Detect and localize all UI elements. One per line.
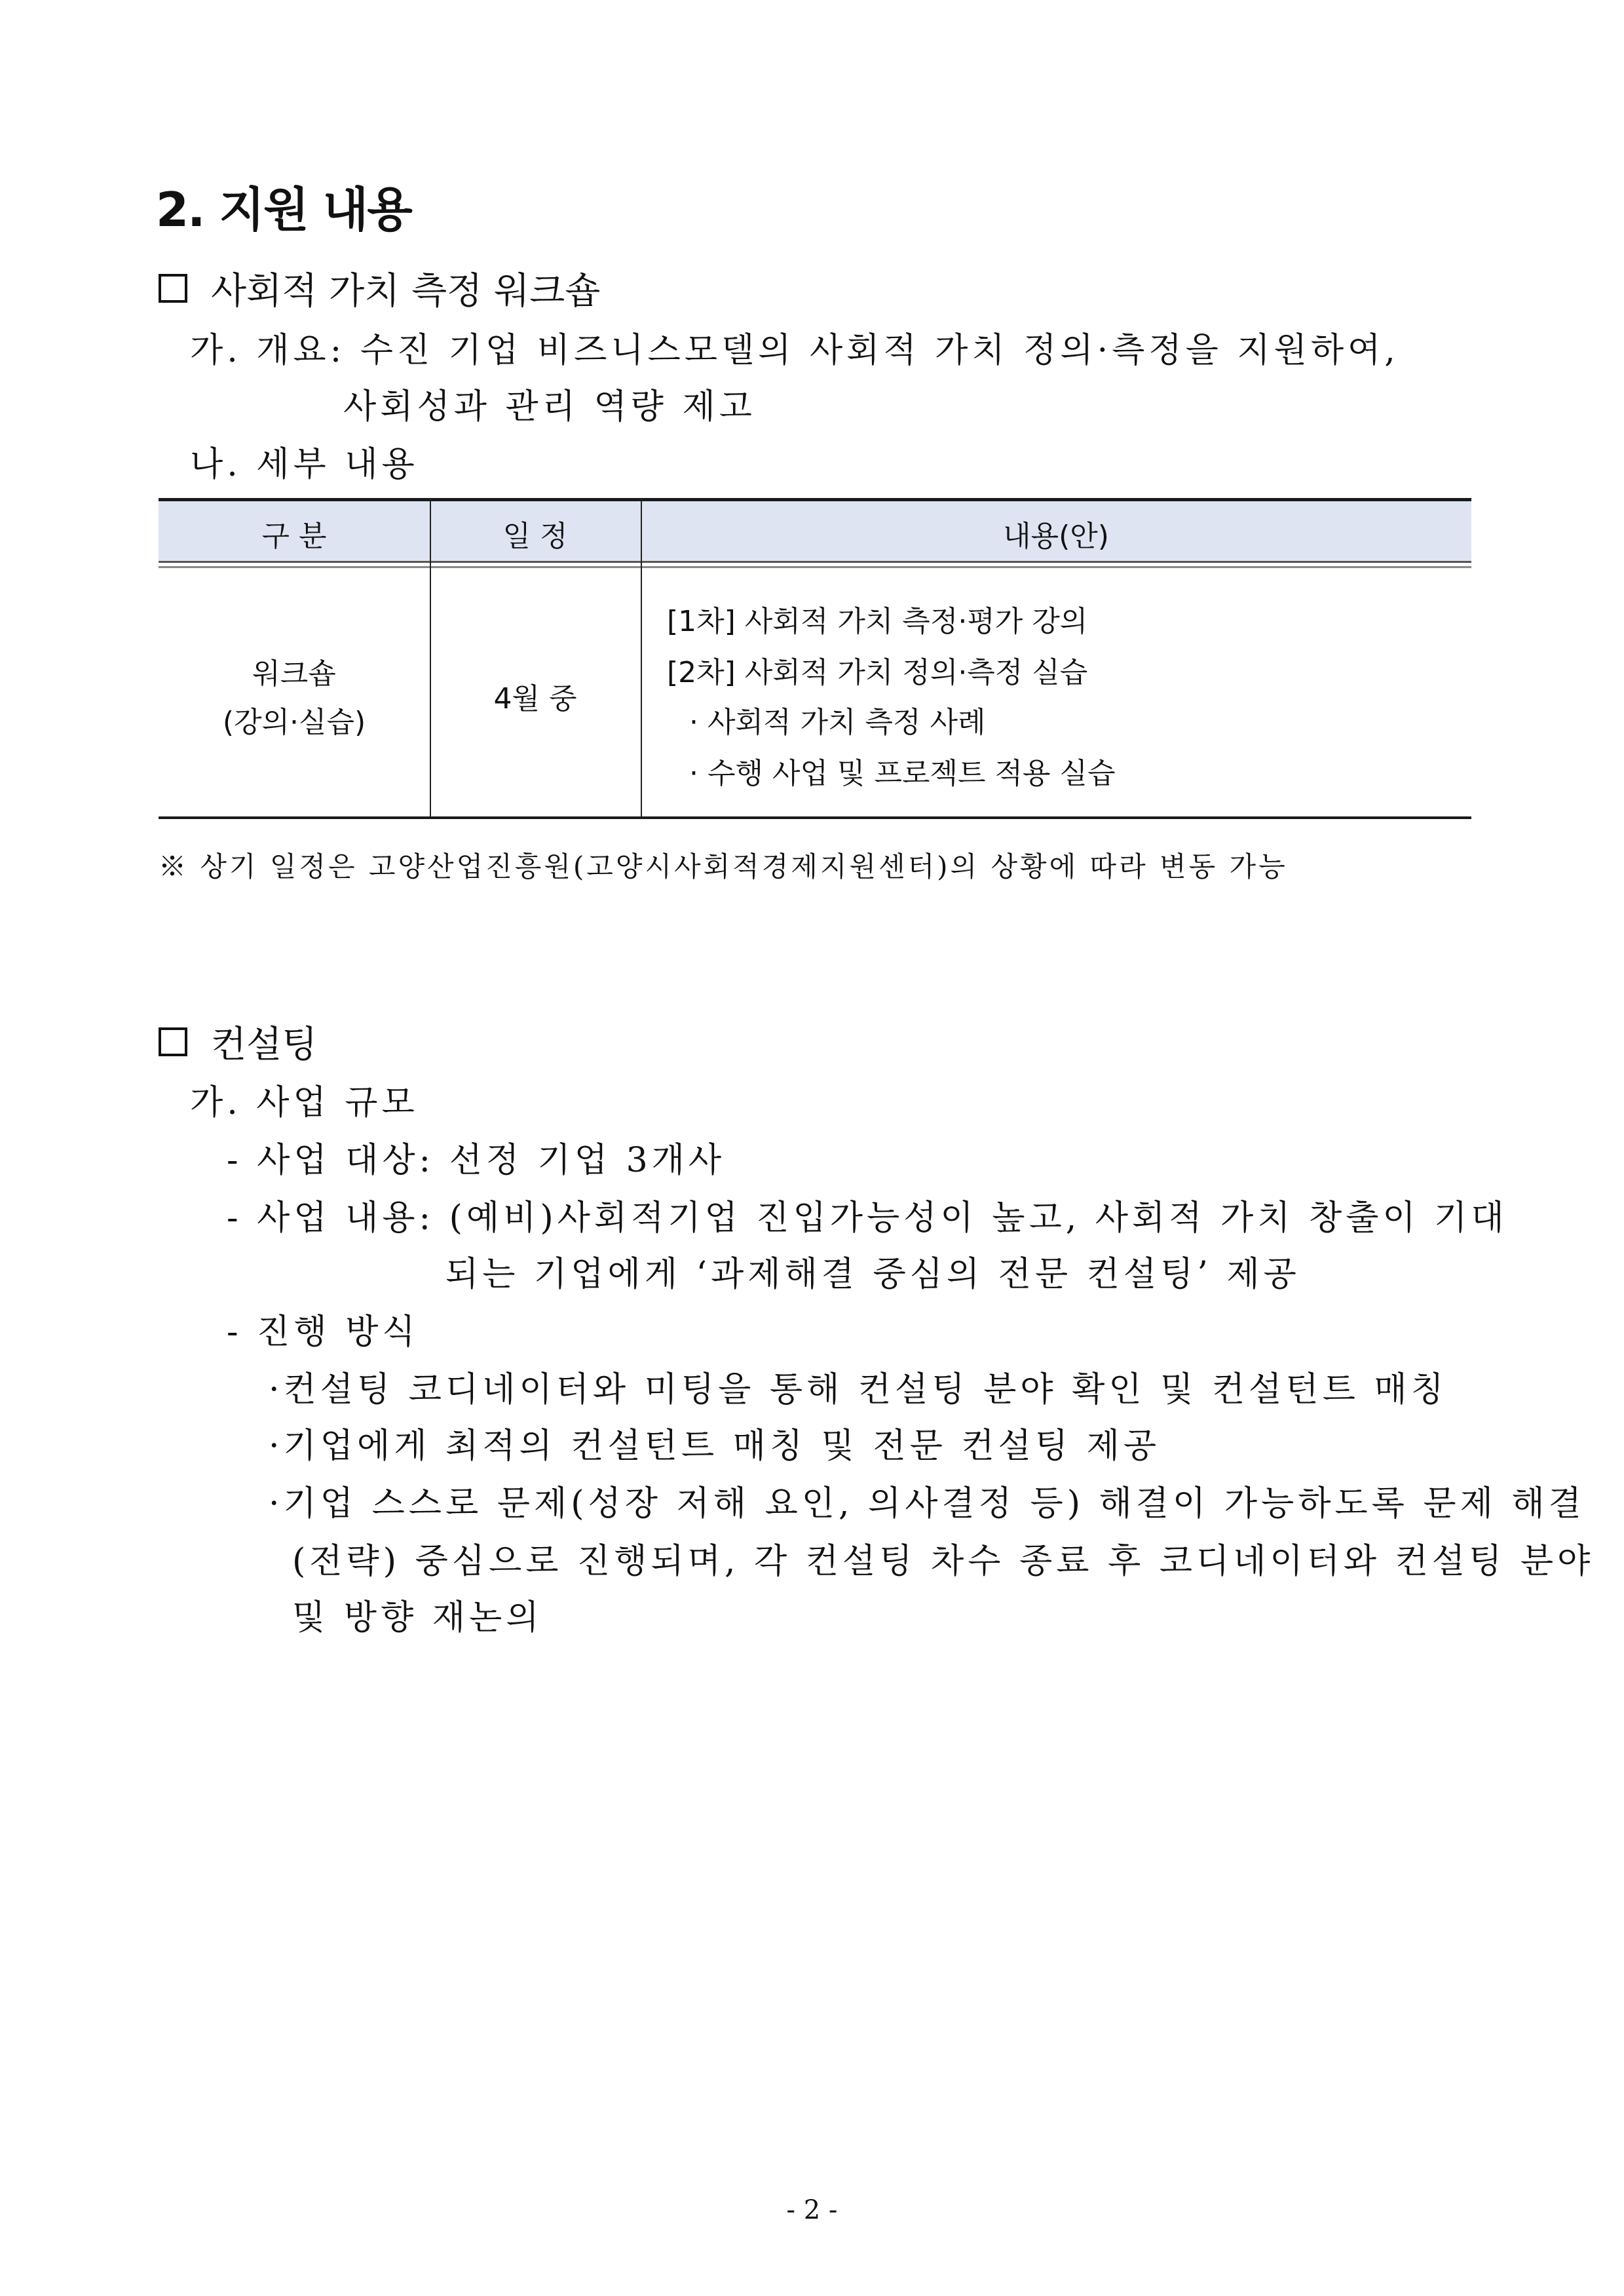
checkbox-square-icon (159, 274, 187, 303)
workshop-overview-line2: 사회성과 관리 역량 제고 (343, 387, 756, 427)
page-number: - 2 - (786, 2195, 838, 2225)
consulting-method-item-cont: (전략) 중심으로 진행되며, 각 컨설팅 차수 종료 후 코디네이터와 컨설팅 분야 (292, 1542, 1595, 1581)
consulting-method-label: - 진행 방식 (227, 1312, 419, 1352)
row-content-item: · 사회적 가치 측정 사례 (689, 706, 986, 739)
row-schedule: 4월 중 (493, 682, 577, 716)
row-content-item: · 수행 사업 및 프로젝트 적용 실습 (689, 757, 1116, 790)
workshop-detail-label: 나. 세부 내용 (190, 445, 419, 484)
consulting-method-item-cont: 및 방향 재논의 (292, 1598, 543, 1637)
header-content: 내용(안) (1003, 520, 1109, 553)
checkbox-square-icon (159, 1027, 187, 1056)
row-content-item: [2차] 사회적 가치 정의·측정 실습 (667, 656, 1088, 689)
row-content-item: [1차] 사회적 가치 측정·평가 강의 (667, 605, 1088, 638)
consulting-method-item: ·기업에게 최적의 컨설턴트 매칭 및 전문 컨설팅 제공 (269, 1426, 1161, 1466)
consulting-method-item: ·기업 스스로 문제(성장 저해 요인, 의사결정 등) 해결이 가능하도록 문제 해결 (269, 1484, 1585, 1523)
workshop-overview-line1: 가. 개요: 수진 기업 비즈니스모델의 사회적 가치 정의·측정을 지원하여, (190, 331, 1399, 370)
consulting-method-item: ·컨설팅 코디네이터와 미팅을 통해 컨설팅 분야 확인 및 컨설턴트 매칭 (269, 1370, 1448, 1409)
consulting-heading (159, 1016, 317, 1068)
consulting-heading-text: 컨설팅 (211, 1024, 318, 1066)
workshop-heading-text: 사회적 가치 측정 워크숍 (211, 270, 601, 313)
row-category-line1: 워크숍 (252, 657, 336, 691)
header-schedule: 일 정 (502, 520, 568, 553)
consulting-target: - 사업 대상: 선정 기업 3개사 (227, 1141, 726, 1180)
row-category-line2: (강의·실습) (222, 706, 366, 739)
schedule-note: ※ 상기 일정은 고양산업진흥원(고양시사회적경제지원센터)의 상황에 따라 변동 가능 (159, 851, 1288, 883)
header-category: 구 분 (261, 520, 327, 553)
consulting-content-line2: 되는 기업에게 ‘과제해결 중심의 전문 컨설팅’ 제공 (445, 1255, 1300, 1294)
workshop-heading (159, 262, 600, 315)
consulting-scale-label: 가. 사업 규모 (190, 1083, 419, 1122)
section-title: 2. 지원 내용 (156, 182, 411, 237)
consulting-content-line1: - 사업 내용: (예비)사회적기업 진입가능성이 높고, 사회적 가치 창출이 기대 (227, 1198, 1508, 1238)
